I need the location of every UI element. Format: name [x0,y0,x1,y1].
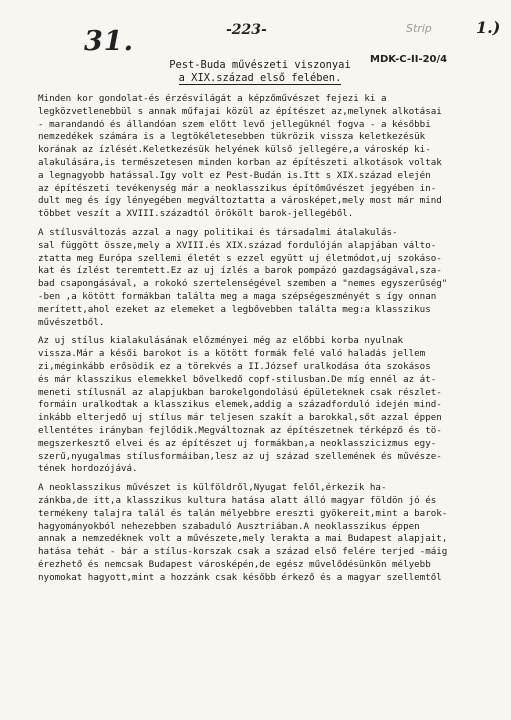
document-body [38,93,478,584]
paragraph [38,93,478,221]
text-line: ztatta meg Európa szellemi életét s ezzel együtt uj életmódot,uj szokáso- [38,252,442,264]
text-line: -ben ,a kötött formákban találta meg a maga szépségeszményét s így onnan [38,290,437,302]
text-line: érezhető és nemcsak Budapest városképén,de egész művelődésünkön mélyebb [38,558,431,570]
handwritten-page-number-center: -223- [226,22,267,38]
text-line: meneti stílusnál az alapjukban barokelgondolású épületeknek csak részlet- [38,386,442,398]
text-line: hagyományokból nehezebben szabaduló Ausztriában.A neoklasszikus éppen [38,520,420,532]
text-line: alakulására,is természetesen minden korban az építészeti alkotások voltak [38,156,442,168]
paragraph [38,227,478,329]
document-title-line-1: Pest-Buda művészeti viszonyai [169,59,351,71]
text-line: sal függött össze,mely a XVIII.és XIX.század fordulóján alapjában válto- [38,239,437,251]
text-line: vissza.Már a késői barokot is a kötött formák felé való haladás jellem [38,348,426,360]
text-line: Minden kor gondolat-és érzésvilágát a képzőművészet fejezi ki a [38,93,387,104]
text-line: bad csapongásával, a rokokó szertelenségével szemben a "nemes egyszerűség" [38,278,448,290]
document-title-line-2 [130,72,390,84]
archive-reference: MDK-C-II-20/4 [370,54,448,65]
text-line: merített,ahol ezeket az elemeket a legbővebben találta meg:a klasszikus [38,303,431,315]
text-line: annak a nemzedéknek volt a művészete,mely lerakta a mai Budapest alapjait, [38,533,448,545]
text-line: zánkba,de itt,a klasszikus kultura hatása alatt álló magyar földön jó és [38,494,437,506]
text-line: többet veszít a XVIII.századtól örökölt barok-jellegéből. [38,208,354,220]
handwritten-page-number-right: 1.) [476,18,501,37]
text-line: az építészeti tevékenység már a neoklasszikus építőművészet jegyében in- [38,182,437,194]
text-line: nyomokat hagyott,mint a hozzánk csak később érkező és a magyar szellemtől [38,571,442,583]
text-line: korának az ízlését.Keletkezésük helyének külső jellegére,a városkép ki- [38,144,431,156]
text-line: kat és ízlést teremtett.Ez az uj ízlés a barok pompázó gazdagságával,sza- [38,265,442,277]
text-line: nemzedékek számára is a legtökéletesebben tükrözik vissza keletkezésük [38,131,426,143]
text-line: ellentétes irányban fejlődik.Megváltoznak az építészetnek térképző és tö- [38,424,442,436]
text-line: inkább elterjedő uj stílus már teljesen szakít a barokkal,sőt azzal éppen [38,412,442,424]
text-line: tének hordozójává. [38,463,138,475]
paragraph [38,482,478,584]
text-line: hatása tehát - bár a stílus-korszak csak a század első felére terjed -máig [38,546,448,558]
text-line: és már klasszikus elemekkel bővelkedő copf-stilusban.De míg ennél az át- [38,373,437,385]
text-line: szerű,nyugalmas stílusformáiban,lesz az uj század szellemének és művésze- [38,450,442,462]
text-line: - marandandó és állandóan szem előtt levő jellegüknél fogva - a későbbi [38,118,431,130]
text-line: zi,méginkább erősödik ez a törekvés a II.József uralkodása óta szokásos [38,360,431,372]
paragraph [38,335,478,476]
text-line: termékeny talajra talál és talán mélyebbre ereszti gyökereit,mint a barok- [38,507,448,519]
handwritten-page-number-left: 31. [84,26,134,57]
text-line: dult meg és így lényegében megváltoztatta a városképet,mely most már mind [38,195,442,207]
text-line: Az uj stílus kialakulásának előzményei még az előbbi korba nyulnak [38,335,404,347]
text-line: legközvetlenebbül s annak műfajai közül az építészet az,melynek alkotásai [38,105,442,117]
text-line: művészetből. [38,316,105,328]
document-title-line-2-text: a XIX.század első felében. [178,72,342,84]
text-line: A stílusváltozás azzal a nagy politikai és társadalmi átalakulás- [38,226,398,238]
text-line: megszerkesztő elvei és az építészet uj formákban,a neoklasszicizmus egy- [38,437,437,449]
text-line: A neoklasszikus művészet is külföldről,Nyugat felől,érkezik ha- [38,482,387,494]
text-line: formáin uralkodtak a klasszikus elemek,addig a századforduló idején mind- [38,399,442,411]
pencil-note: Strip [406,22,432,35]
text-line: a legnagyobb hatással.Igy volt ez Pest-Budán is.Itt s XIX.század elején [38,169,431,181]
